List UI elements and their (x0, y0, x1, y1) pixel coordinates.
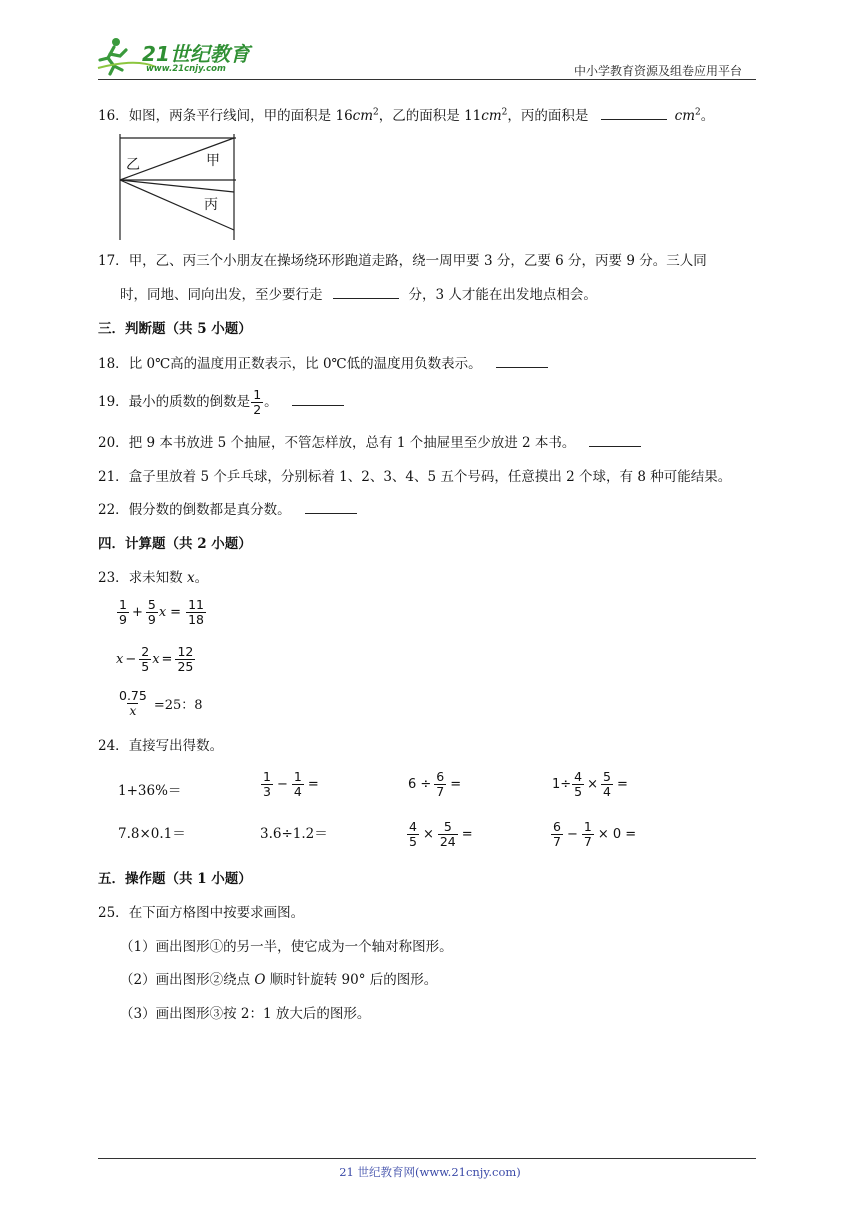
question-20: 20．把 9 本书放进 5 个抽屉，不管怎样放，总有 1 个抽屉里至少放进 2 本书。 (98, 434, 641, 452)
calc-r2c3: $\frac{4}{5}$ × $\frac{5}{24}$ = (409, 819, 473, 849)
equation-2: x − $\frac{2}{5}$ x = $\frac{12}{25}$ (116, 644, 194, 674)
equation-3: $\frac{0.75}{x}$ =25：8 (119, 688, 203, 718)
question-24: 24．直接写出得数。 (98, 738, 224, 754)
section-5-title: 五．操作题（共 1 小题） (98, 871, 252, 887)
section-3-title: 三．判断题（共 5 小题） (98, 321, 252, 337)
figure-label-jia: 甲 (206, 153, 220, 169)
question-17-line1: 17．甲，乙、丙三个小朋友在操场绕环形跑道走路，绕一周甲要 3 分，乙要 6 分，丙要 9 分。三人同 (98, 253, 707, 269)
question-21: 21．盒子里放着 5 个乒乓球，分别标着 1、2、3、4、5 五个号码，任意摸出 2 个球，有 8 种可能结果。 (98, 469, 732, 485)
question-25-item-1: （1）画出图形①的另一半，使它成为一个轴对称图形。 (120, 939, 453, 955)
question-17-line2: 时，同地、同向出发，至少要行走 分，3 人才能在出发地点相会。 (120, 287, 597, 303)
header-rule (98, 79, 756, 80)
question-18: 18．比 0℃高的温度用正数表示，比 0℃低的温度用负数表示。 (98, 355, 548, 373)
calc-r1c2: $\frac{1}{3}$ − $\frac{1}{4}$ = (263, 769, 319, 799)
calc-r1c4: 1÷ $\frac{4}{5}$ × $\frac{5}{4}$ = (552, 769, 628, 799)
parallel-lines-figure (110, 132, 240, 242)
question-23: 23．求未知数 x。 (98, 570, 209, 586)
answer-blank[interactable] (496, 355, 548, 368)
answer-blank[interactable] (589, 434, 641, 447)
footer-text[interactable]: 21 世纪教育网(www.21cnjy.com) (339, 1165, 521, 1179)
footer-rule (98, 1158, 756, 1159)
figure-label-yi: 乙 (126, 157, 140, 173)
question-25-item-3: （3）画出图形③按 2：1 放大后的图形。 (120, 1006, 371, 1022)
fraction: $\frac{1}{2}$ (253, 387, 262, 417)
answer-blank[interactable] (333, 286, 399, 299)
logo-url: www.21cnjy.com (146, 64, 226, 74)
answer-blank[interactable] (305, 501, 357, 514)
platform-name: 中小学教育资源及组卷应用平台 (574, 64, 743, 78)
calc-r1c1: 1+36%＝ (118, 783, 182, 799)
calc-r2c2: 3.6÷1.2＝ (260, 826, 328, 842)
calc-r2c1: 7.8×0.1＝ (118, 826, 186, 842)
question-25: 25．在下面方格图中按要求画图。 (98, 905, 305, 921)
figure-label-bing: 丙 (204, 197, 218, 213)
equation-1: $\frac{1}{9}$ + $\frac{5}{9}$ x = $\frac{11}{18}$ (119, 597, 204, 627)
answer-blank[interactable] (292, 393, 344, 406)
question-19: 19．最小的质数的倒数是 $\frac{1}{2}$ 。 (98, 388, 344, 424)
question-25-item-2: （2）画出图形②绕点 O 顺时针旋转 90° 后的图形。 (120, 972, 438, 988)
calc-r1c3: 6 ÷ $\frac{6}{7}$ = (408, 769, 462, 799)
section-4-title: 四．计算题（共 2 小题） (98, 536, 252, 552)
question-22: 22．假分数的倒数都是真分数。 (98, 501, 357, 519)
answer-blank[interactable] (601, 107, 667, 120)
logo (96, 34, 256, 78)
calc-r2c4: $\frac{6}{7}$ − $\frac{1}{7}$ × 0 = (553, 819, 637, 849)
logo-title: 21世纪教育 (142, 42, 250, 66)
question-16: 16．如图，两条平行线间，甲的面积是 $16cm^2$，乙的面积是 $11cm^2$，丙的面积是 $cm^2$。 (98, 107, 715, 124)
